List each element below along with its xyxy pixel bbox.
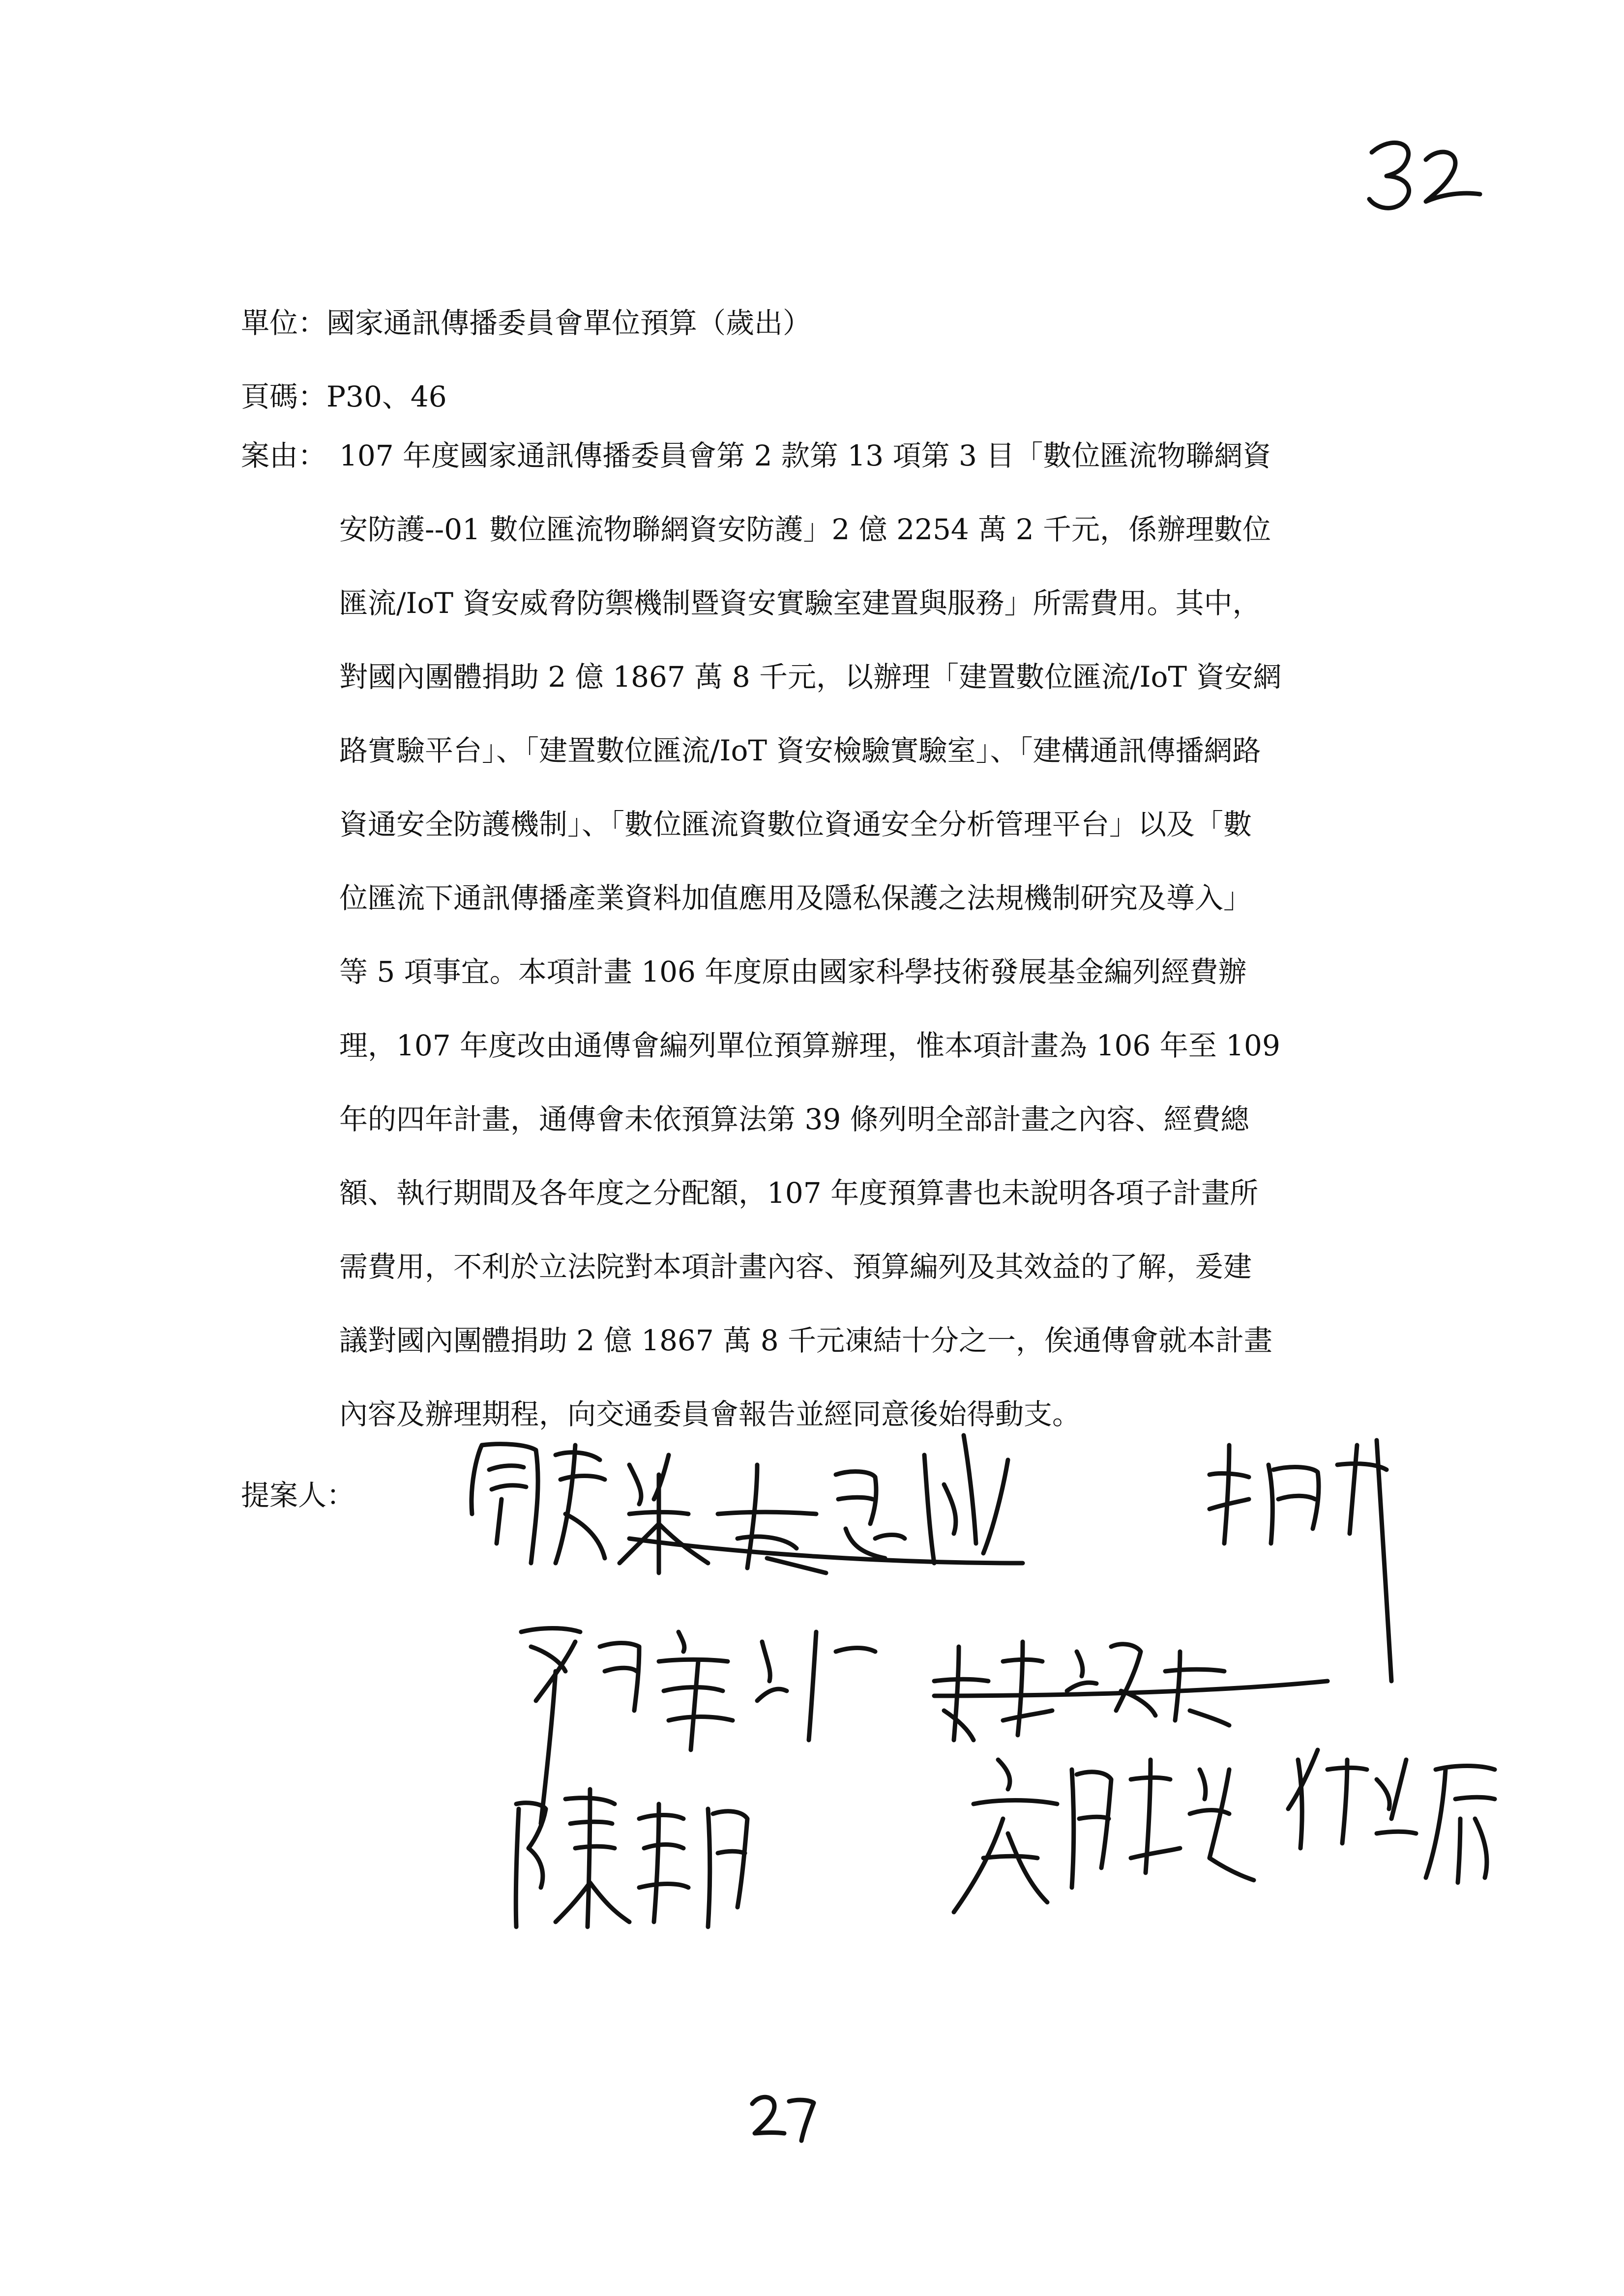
handwritten-footer-page-number: [747, 2089, 821, 2143]
case-line: 匯流/IoT 資安威脅防禦機制暨資安實驗室建置與服務」所需費用。其中，: [339, 586, 1261, 620]
signatures-handwritten: [443, 1416, 1564, 1937]
case-line: 理，107 年度改由通傳會編列單位預算辦理，惟本項計畫為 106 年至 109: [339, 1029, 1280, 1062]
pages-line: [241, 374, 447, 415]
case-label: 案由：: [241, 439, 327, 472]
case-line: 等 5 項事宜。本項計畫 106 年度原由國家科學技術發展基金編列經費辦: [339, 955, 1247, 988]
handwritten-page-number: [1362, 133, 1490, 216]
proposer-label: 提案人：: [241, 1479, 355, 1512]
case-line: 位匯流下通訊傳播產業資料加值應用及隱私保護之法規機制研究及導入」: [339, 881, 1252, 915]
case-line: 對國內團體捐助 2 億 1867 萬 8 千元，以辦理「建置數位匯流/IoT 資安網: [339, 660, 1282, 694]
case-line: 路實驗平台」、「建置數位匯流/IoT 資安檢驗實驗室」、「建構通訊傳播網路: [339, 734, 1261, 767]
case-line: 年的四年計畫，通傳會未依預算法第 39 條列明全部計畫之內容、經費總: [339, 1103, 1249, 1136]
unit-value: 國家通訊傳播委員會單位預算（歲出）: [326, 306, 812, 340]
case-line: 額、執行期間及各年度之分配額，107 年度預算書也未說明各項子計畫所: [339, 1176, 1259, 1210]
case-line: 資通安全防護機制」、「數位匯流資數位資通安全分析管理平台」以及「數: [339, 808, 1252, 841]
unit-label: 單位：: [241, 306, 327, 340]
pages-value: P30、46: [326, 380, 447, 413]
case-line: 內容及辦理期程，向交通委員會報告並經同意後始得動支。: [339, 1397, 1081, 1431]
unit-line: [241, 300, 811, 341]
pages-label: 頁碼：: [241, 380, 327, 413]
case-line: 安防護--01 數位匯流物聯網資安防護」2 億 2254 萬 2 千元，係辦理數位: [339, 513, 1271, 546]
case-line: 議對國內團體捐助 2 億 1867 萬 8 千元凍結十分之一，俟通傳會就本計畫: [339, 1324, 1273, 1357]
case-line: 需費用，不利於立法院對本項計畫內容、預算編列及其效益的了解，爰建: [339, 1250, 1252, 1283]
case-line: 107 年度國家通訊傳播委員會第 2 款第 13 項第 3 目「數位匯流物聯網資: [339, 439, 1271, 472]
